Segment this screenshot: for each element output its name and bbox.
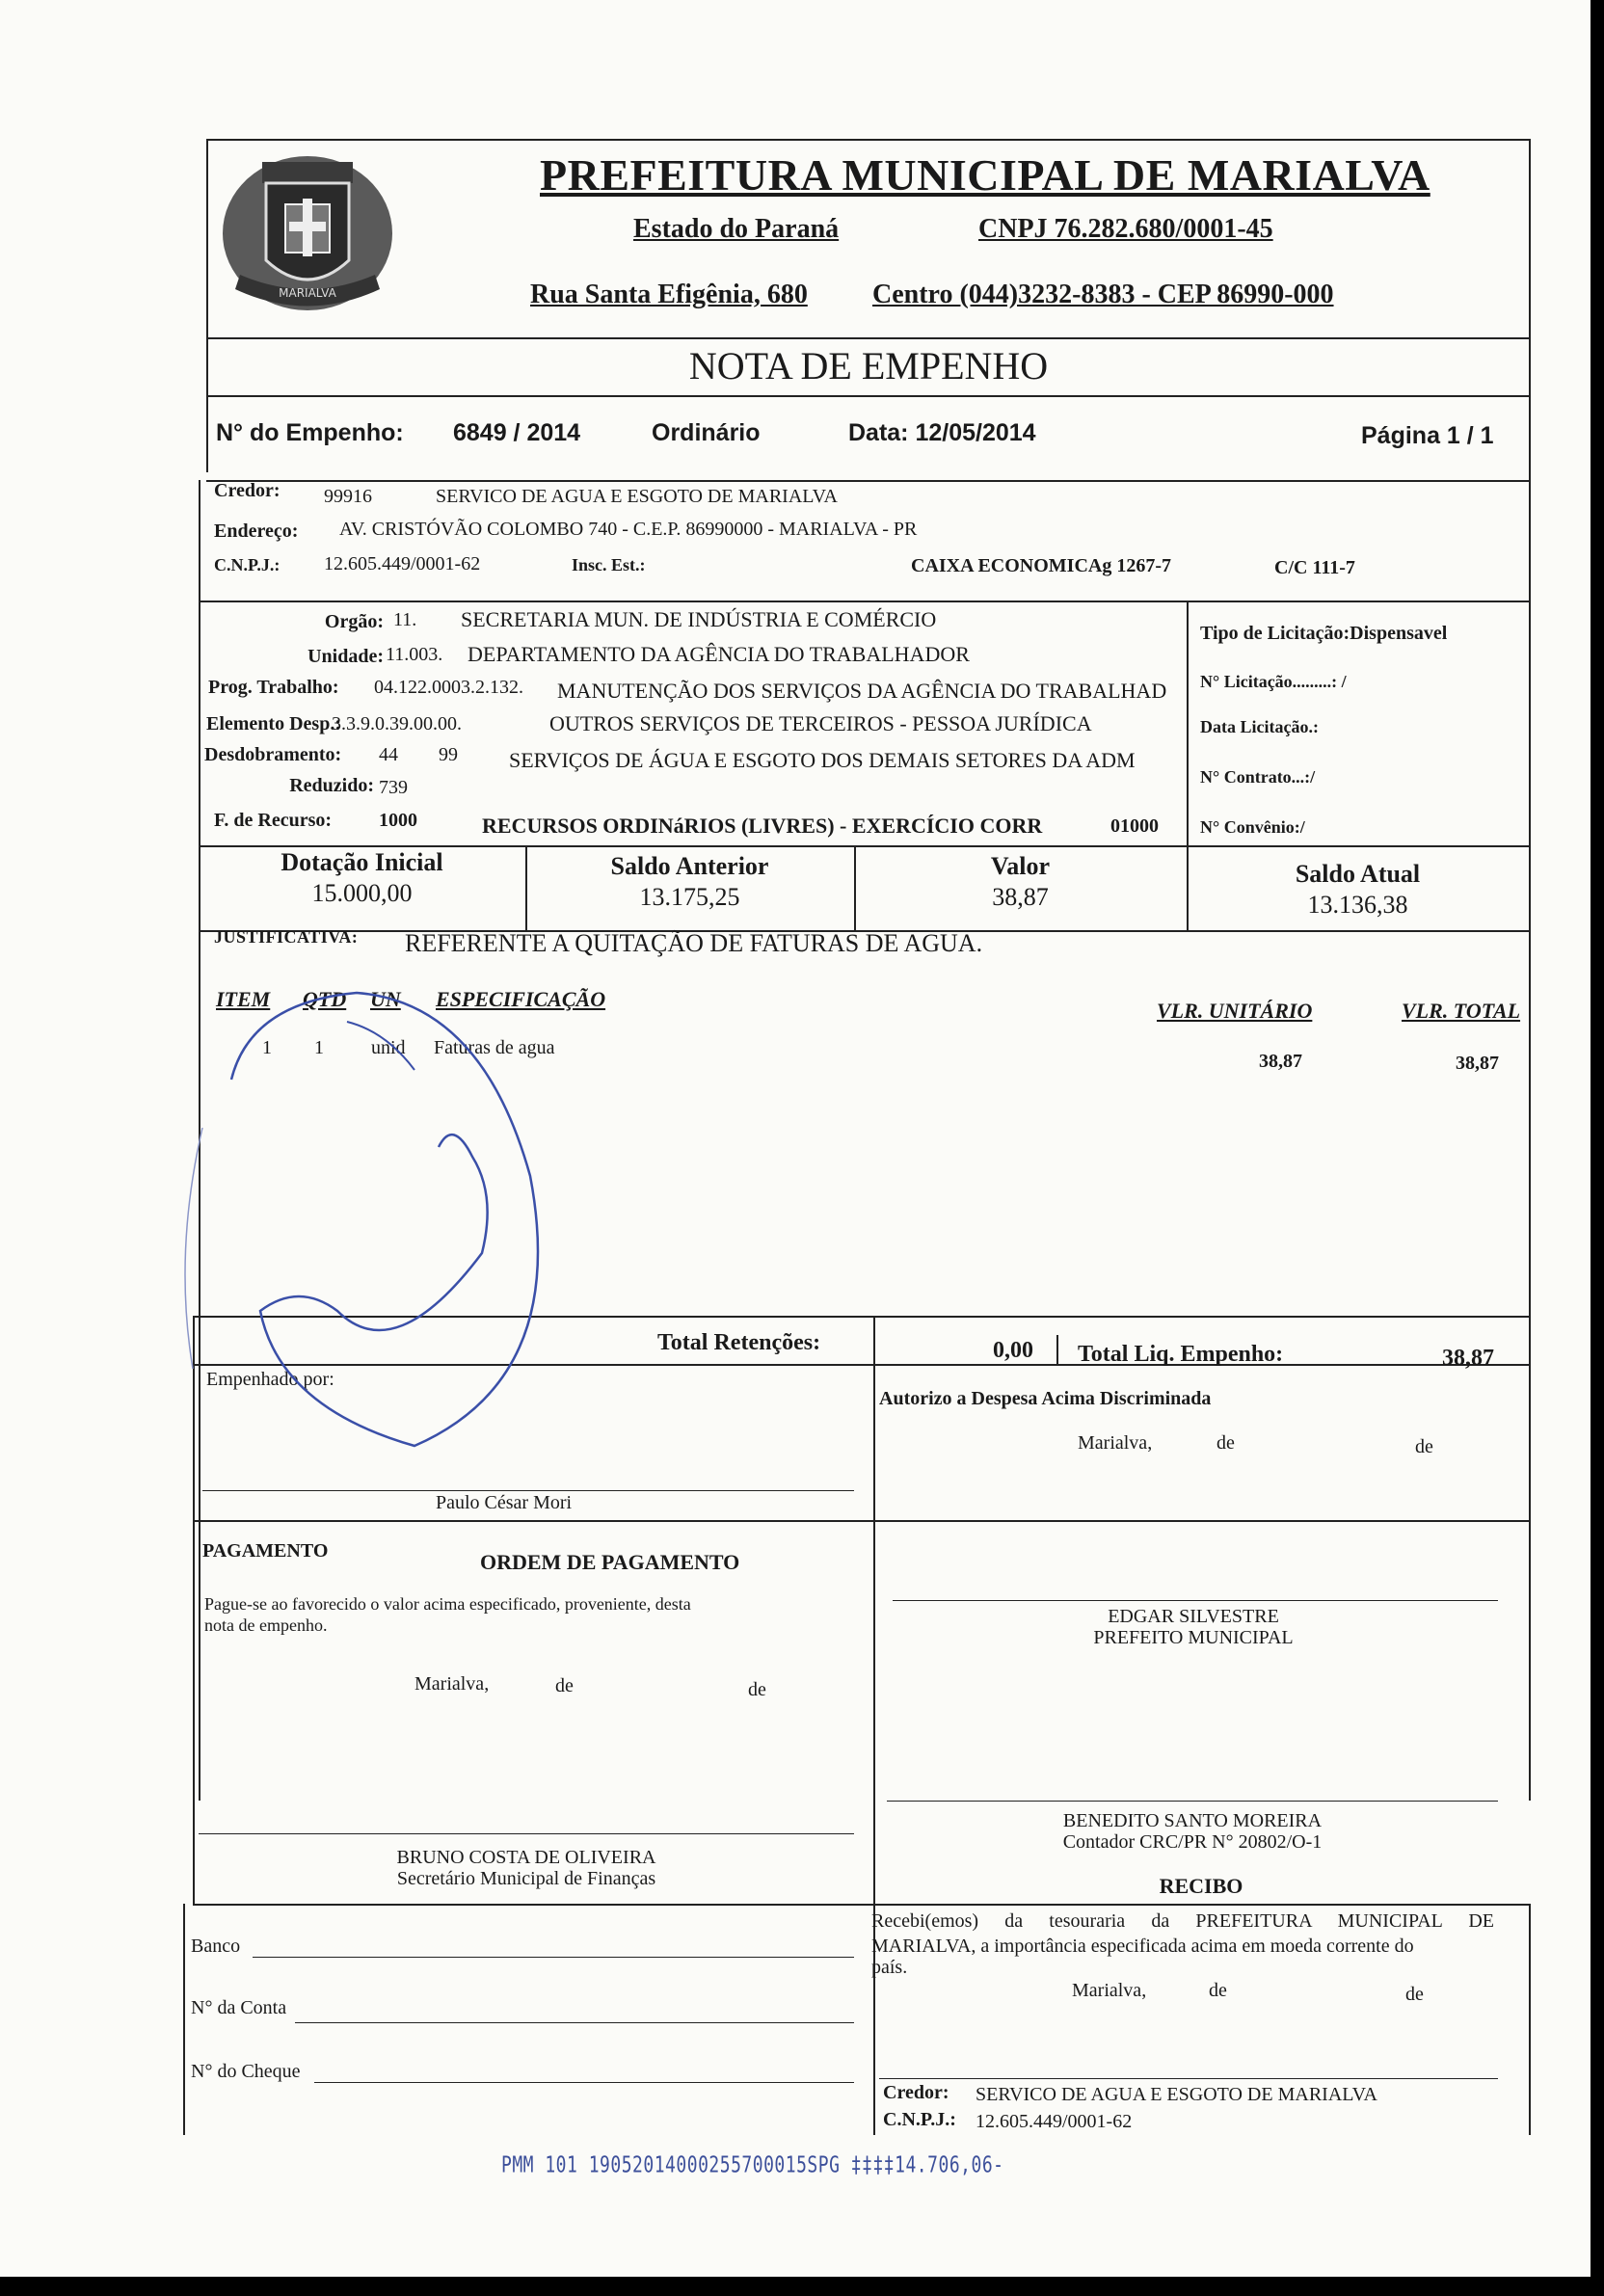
recurso-code: 1000 bbox=[379, 810, 417, 831]
item-number: 1 bbox=[262, 1037, 272, 1058]
crest-icon bbox=[216, 145, 399, 328]
credor-cnpj-label: C.N.P.J.: bbox=[214, 555, 281, 574]
desd-code2: 99 bbox=[439, 744, 458, 765]
elem-name: OUTROS SERVIÇOS DE TERCEIROS - PESSOA JURÍDICA bbox=[549, 711, 1092, 735]
prefeitura-title: PREFEITURA MUNICIPAL DE MARIALVA bbox=[540, 150, 1430, 200]
elem-code: 3.3.9.0.39.00.00. bbox=[332, 713, 462, 734]
prefeitura-district-phone: Centro (044)3232-8383 - CEP 86990-000 bbox=[872, 280, 1334, 309]
pagamento-place: Marialva, bbox=[414, 1673, 490, 1695]
saldo-anterior-value: 13.175,25 bbox=[639, 883, 740, 911]
unidade-code: 11.003. bbox=[386, 644, 443, 665]
credor-address: AV. CRISTÓVÃO COLOMBO 740 - C.E.P. 86990000 - MARIALVA - PR bbox=[339, 519, 918, 540]
elem-label: Elemento Desp.: bbox=[206, 713, 341, 734]
total-liq-label: Total Liq. Empenho: bbox=[1078, 1342, 1284, 1367]
prog-name: MANUTENÇÃO DOS SERVIÇOS DA AGÊNCIA DO TRABALHAD bbox=[557, 679, 1167, 703]
pagamento-de1: de bbox=[555, 1675, 574, 1696]
recibo-title: RECIBO bbox=[1159, 1874, 1243, 1898]
svg-text:MARIALVA: MARIALVA bbox=[279, 286, 336, 300]
recibo-line2: MARIALVA, a importância especificada acima em moeda corrente do bbox=[871, 1936, 1414, 1957]
item-especificacao: Faturas de agua bbox=[434, 1037, 555, 1058]
prog-label: Prog. Trabalho: bbox=[208, 677, 339, 698]
orgao-code: 11. bbox=[393, 609, 417, 630]
total-liq-value: 38,87 bbox=[1442, 1346, 1494, 1371]
item-vlr-total: 38,87 bbox=[1456, 1053, 1499, 1074]
scan-edge-right bbox=[1591, 0, 1604, 2296]
page-number: Página 1 / 1 bbox=[1361, 422, 1494, 449]
scan-edge-bottom bbox=[0, 2277, 1604, 2296]
saldo-anterior-label: Saldo Anterior bbox=[610, 852, 769, 880]
cheque-label: N° do Cheque bbox=[191, 2061, 301, 2082]
recibo-place: Marialva, bbox=[1072, 1980, 1147, 2001]
saldo-atual-value: 13.136,38 bbox=[1307, 891, 1408, 919]
item-un: unid bbox=[371, 1037, 406, 1058]
empenho-label: N° do Empenho: bbox=[216, 419, 404, 446]
prefeito-role: PREFEITO MUNICIPAL bbox=[1093, 1627, 1294, 1648]
dotacao-inicial-value: 15.000,00 bbox=[311, 879, 413, 907]
recibo-de1: de bbox=[1209, 1980, 1227, 2001]
col-un: UN bbox=[370, 987, 401, 1011]
empenhado-name: Paulo César Mori bbox=[436, 1492, 573, 1513]
recibo-de2: de bbox=[1405, 1984, 1424, 2005]
prog-code: 04.122.0003.2.132. bbox=[374, 677, 523, 698]
dotacao-inicial-label: Dotação Inicial bbox=[281, 848, 443, 876]
autorizo-de1: de bbox=[1216, 1432, 1235, 1454]
credor-address-label: Endereço: bbox=[214, 521, 299, 542]
recurso-code2: 01000 bbox=[1110, 815, 1159, 837]
recibo-credor-cnpj: 12.605.449/0001-62 bbox=[976, 2111, 1133, 2132]
item-vlr-unitario: 38,87 bbox=[1259, 1051, 1302, 1072]
recibo-credor-name: SERVICO DE AGUA E ESGOTO DE MARIALVA bbox=[976, 2084, 1377, 2105]
licitacao-data: Data Licitação.: bbox=[1200, 717, 1319, 736]
recibo-line3: país. bbox=[871, 1957, 908, 1978]
autorizo-text: Autorizo a Despesa Acima Discriminada bbox=[879, 1388, 1212, 1409]
total-retencoes-value: 0,00 bbox=[993, 1338, 1033, 1363]
valor-value: 38,87 bbox=[992, 883, 1049, 911]
recibo-line1: Recebi(emos) da tesouraria da PREFEITURA MUNICIPAL DE bbox=[871, 1910, 1494, 1932]
contador-role: Contador CRC/PR N° 20802/O-1 bbox=[1062, 1831, 1323, 1853]
licitacao-contrato: N° Contrato...:/ bbox=[1200, 767, 1316, 787]
recibo-credor-cnpj-label: C.N.P.J.: bbox=[883, 2109, 956, 2130]
state-name: Estado do Paraná bbox=[633, 214, 840, 244]
col-qtd: QTD bbox=[303, 987, 347, 1011]
col-vlr-total: VLR. TOTAL bbox=[1402, 999, 1521, 1023]
item-qtd: 1 bbox=[314, 1037, 324, 1058]
prefeitura-address: Rua Santa Efigênia, 680 bbox=[530, 280, 808, 309]
handwritten-signature bbox=[164, 964, 646, 1504]
autorizo-place: Marialva, bbox=[1078, 1432, 1153, 1454]
empenho-number: 6849 / 2014 bbox=[453, 419, 581, 446]
bank-stamp: PMM 101 19052014000255700015SPG ‡‡‡‡14.706,06- bbox=[501, 2151, 1004, 2179]
col-item: ITEM bbox=[216, 987, 271, 1011]
reduzido-label: Reduzido: bbox=[289, 775, 374, 796]
justificativa-label: JUSTIFICATIVA: bbox=[214, 927, 359, 947]
col-vlr-unitario: VLR. UNITÁRIO bbox=[1157, 999, 1313, 1023]
secretario-name: BRUNO COSTA DE OLIVEIRA bbox=[396, 1847, 656, 1868]
secretario-role: Secretário Municipal de Finanças bbox=[396, 1868, 656, 1889]
pagamento-de2: de bbox=[748, 1679, 766, 1700]
desd-code1: 44 bbox=[379, 744, 398, 765]
orgao-name: SECRETARIA MUN. DE INDÚSTRIA E COMÉRCIO bbox=[461, 607, 937, 631]
prefeito-name: EDGAR SILVESTRE bbox=[1108, 1606, 1279, 1627]
orgao-label: Orgão: bbox=[324, 611, 384, 632]
document-title: NOTA DE EMPENHO bbox=[688, 344, 1049, 387]
banco-label: Banco bbox=[191, 1936, 241, 1957]
licitacao-tipo: Tipo de Licitação:Dispensavel bbox=[1200, 623, 1448, 644]
desd-label: Desdobramento: bbox=[204, 744, 342, 765]
pagamento-label: PAGAMENTO bbox=[202, 1540, 329, 1562]
credor-bank: CAIXA ECONOMICAg 1267-7 bbox=[911, 555, 1171, 576]
recurso-name: RECURSOS ORDINáRIOS (LIVRES) - EXERCÍCIO CORR bbox=[482, 814, 1043, 838]
desd-name: SERVIÇOS DE ÁGUA E ESGOTO DOS DEMAIS SETORES DA ADM bbox=[509, 748, 1136, 772]
pagamento-text2: nota de empenho. bbox=[204, 1615, 328, 1635]
recurso-label: F. de Recurso: bbox=[214, 810, 333, 831]
licitacao-convenio: N° Convênio:/ bbox=[1200, 817, 1305, 837]
empenho-type: Ordinário bbox=[652, 419, 761, 446]
col-especificacao: ESPECIFICAÇÃO bbox=[436, 987, 606, 1011]
saldo-atual-label: Saldo Atual bbox=[1295, 860, 1421, 888]
credor-insc-label: Insc. Est.: bbox=[572, 555, 646, 574]
justificativa-text: REFERENTE A QUITAÇÃO DE FATURAS DE AGUA. bbox=[405, 929, 983, 957]
ordem-pagamento-label: ORDEM DE PAGAMENTO bbox=[480, 1550, 740, 1574]
autorizo-de2: de bbox=[1415, 1436, 1433, 1457]
empenhado-label: Empenhado por: bbox=[206, 1369, 334, 1390]
licitacao-numero: N° Licitação.........: / bbox=[1200, 672, 1347, 691]
unidade-name: DEPARTAMENTO DA AGÊNCIA DO TRABALHADOR bbox=[468, 642, 970, 666]
total-retencoes-label: Total Retenções: bbox=[657, 1330, 821, 1355]
credor-cc: C/C 111-7 bbox=[1274, 557, 1355, 578]
prefeitura-cnpj: CNPJ 76.282.680/0001-45 bbox=[978, 214, 1273, 244]
valor-label: Valor bbox=[990, 852, 1051, 880]
recibo-credor-label: Credor: bbox=[883, 2082, 949, 2103]
unidade-label: Unidade: bbox=[307, 646, 384, 667]
reduzido-code: 739 bbox=[379, 777, 408, 798]
pagamento-text1: Pague-se ao favorecido o valor acima especificado, proveniente, desta bbox=[204, 1594, 691, 1614]
credor-cnpj: 12.605.449/0001-62 bbox=[324, 553, 481, 574]
conta-label: N° da Conta bbox=[191, 1997, 287, 2018]
credor-label: Credor: bbox=[214, 480, 281, 501]
empenho-date: Data: 12/05/2014 bbox=[848, 419, 1036, 446]
credor-code: 99916 bbox=[324, 486, 372, 507]
credor-name: SERVICO DE AGUA E ESGOTO DE MARIALVA bbox=[436, 486, 838, 507]
contador-name: BENEDITO SANTO MOREIRA bbox=[1062, 1810, 1323, 1831]
